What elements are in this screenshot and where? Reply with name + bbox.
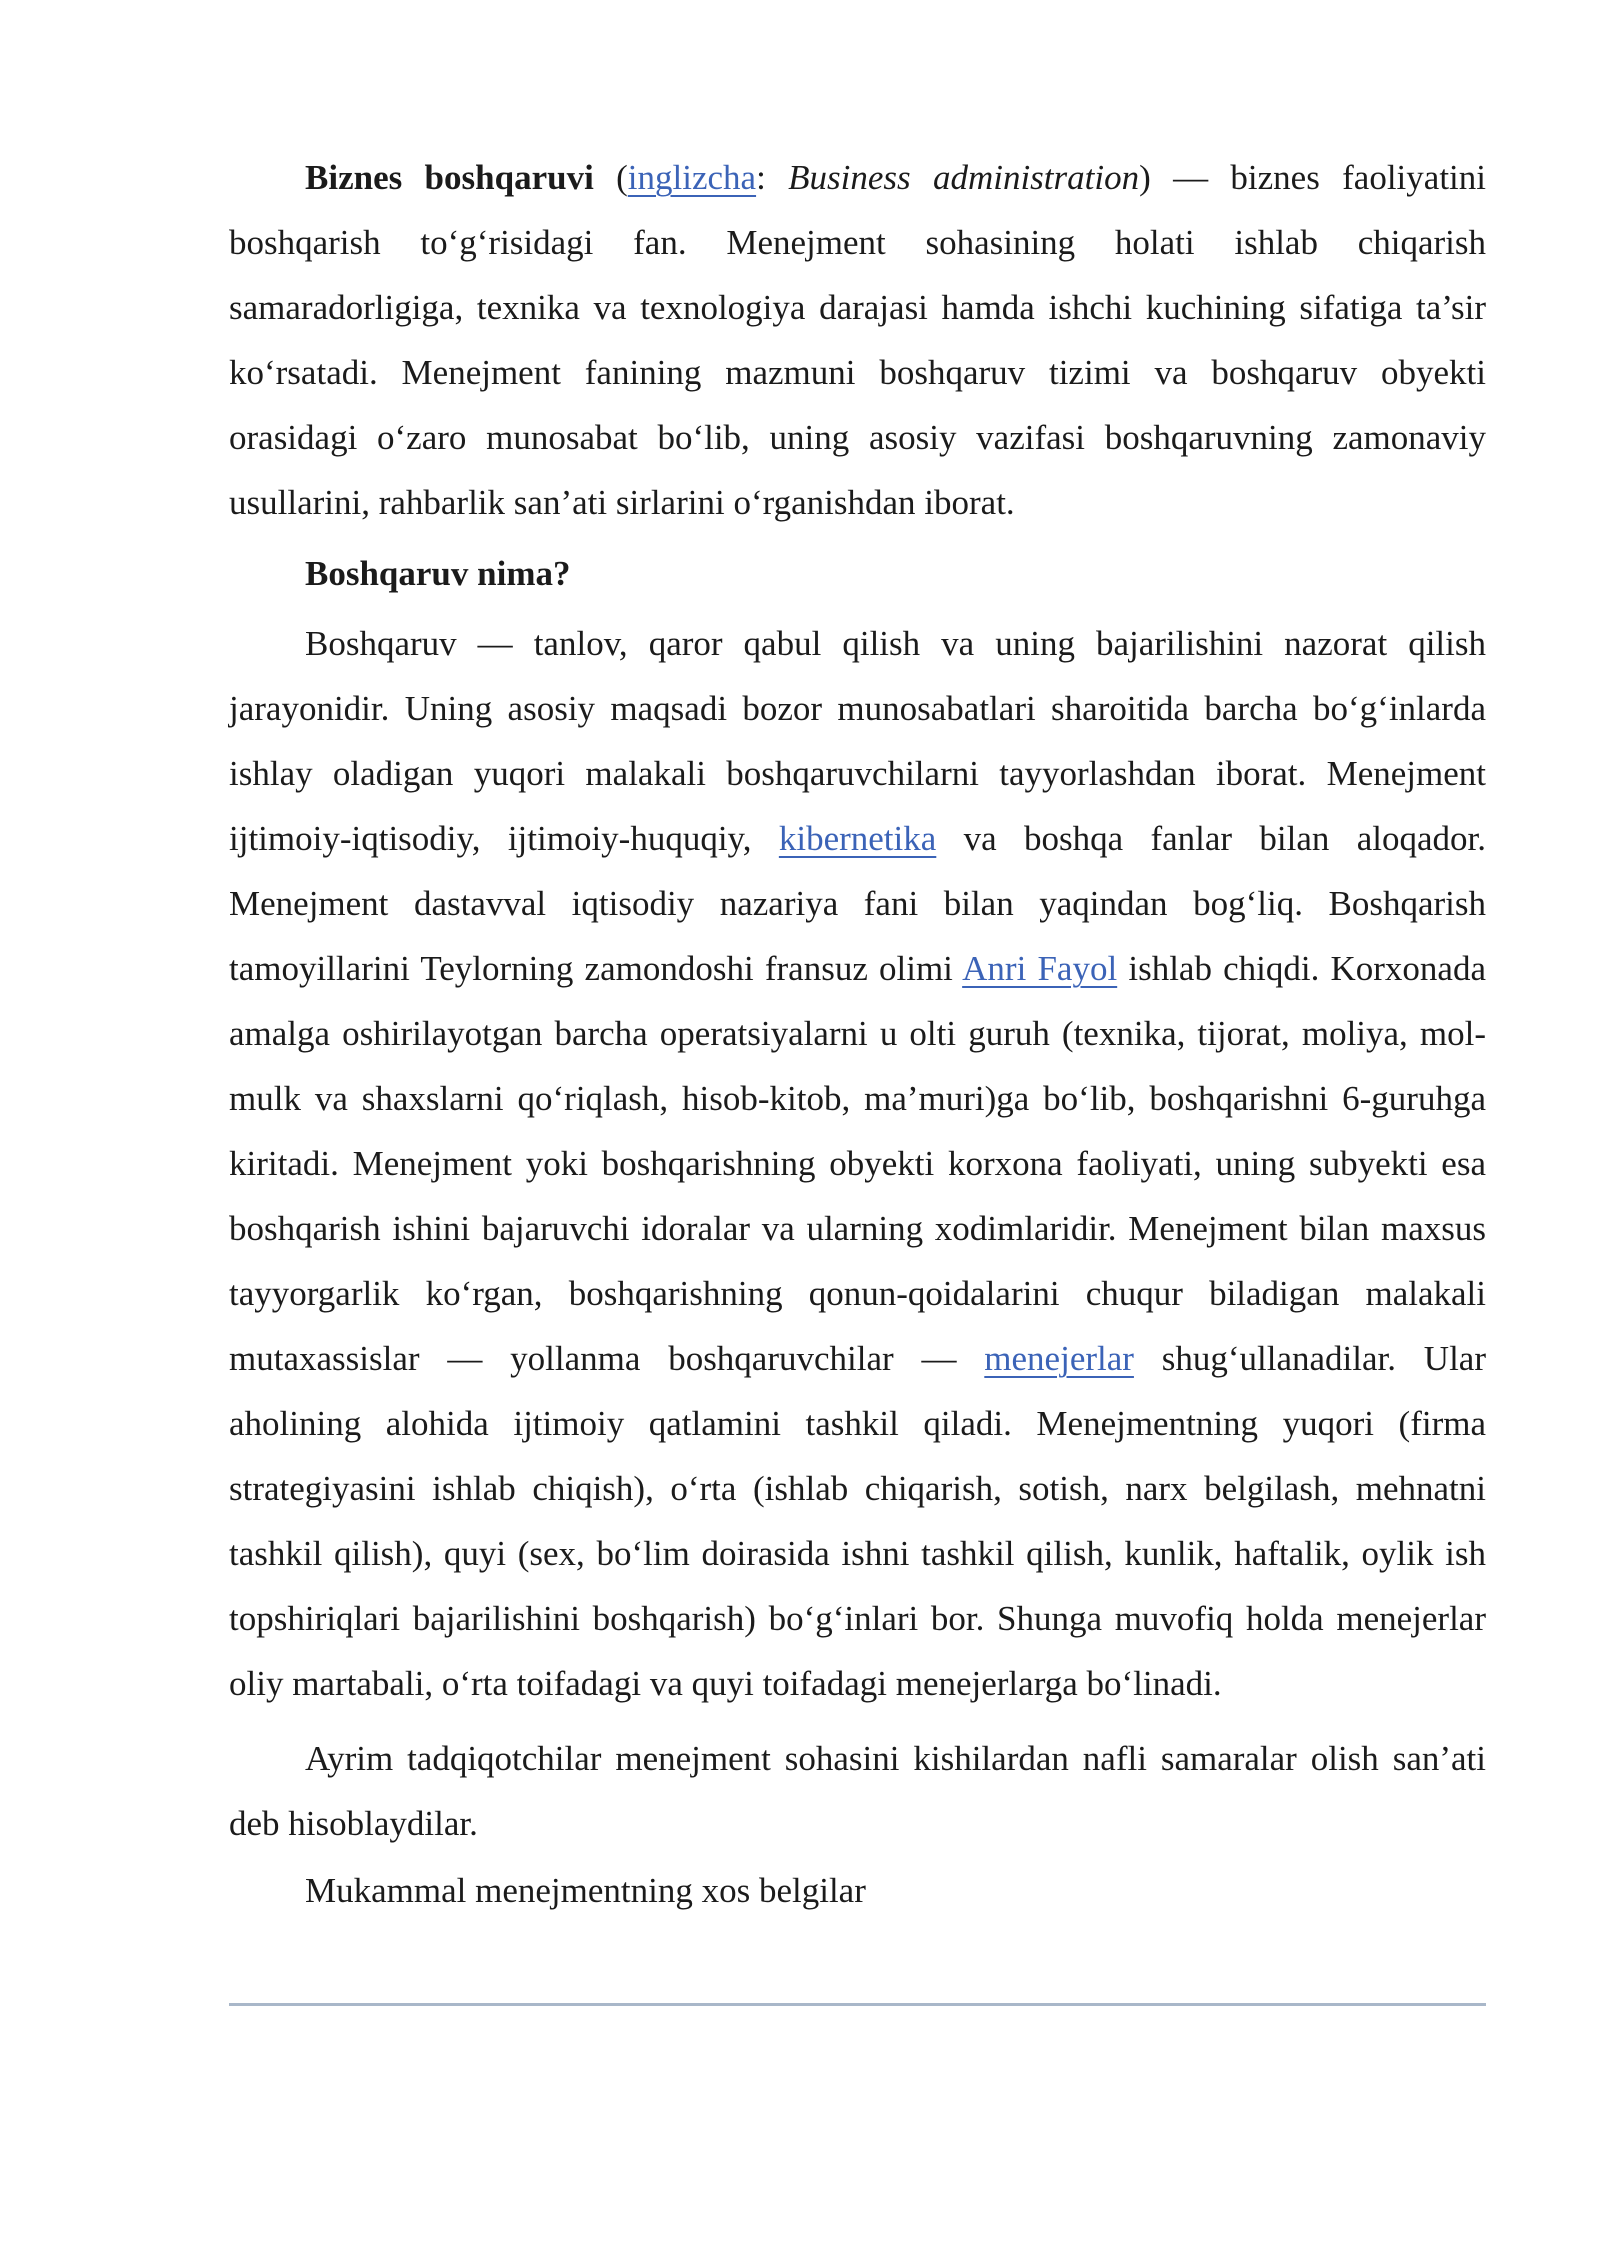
intro-text: ) — biznes faoliyatini boshqarish to‘g‘risidagi fan. Menejment sohasining holati ishlab chiqarish samaradorligiga, texnika va texnologiya darajasi hamda ishchi kuchining sifatiga ta’sir ko‘rsatadi. Menejment fanining mazmuni boshqaruv tizimi va boshqaruv obyekti orasidagi o‘zaro munosabat bo‘lib, uning asosiy vazifasi boshqaruvning zamonaviy usullarini, rahbarlik san’ati sirlarini o‘rganishdan iborat. [229,158,1486,522]
language-link[interactable]: inglizcha [627,158,757,197]
section-divider [229,2003,1486,2006]
section-heading-mukammal: Mukammal menejmentning xos belgilar [305,1871,866,1910]
researchers-paragraph: Ayrim tadqiqotchilar menejment sohasini kishilardan nafli samaralar olish san’ati deb hisoblaydilar. [229,1739,1486,1843]
term-bold: Biznes boshqaruvi [305,158,594,197]
colon: : [756,158,789,197]
open-paren: ( [593,158,628,197]
intro-paragraph [229,145,1486,535]
paragraph-text-part1: Boshqaruv — tanlov, qaror qabul qilish va uning bajarilishini nazorat qilish jarayonidir. Uning asosiy maqsadi bozor munosabatlari sharoitida barcha bo‘g‘inlarda ishlay oladigan yuqori malakali boshqaruvchilarni tayyorlashdan iborat. Menejment ijtimoiy-iqtisodiy, ijtimoiy-huquqiy, [229,624,1486,858]
menejerlar-link[interactable]: menejerlar [984,1339,1134,1378]
document-body [229,145,1486,1922]
section-heading-boshqaruv: Boshqaruv nima? [305,554,571,593]
kibernetika-link[interactable]: kibernetika [778,819,937,858]
paragraph-text-part4: shug‘ullanadilar. Ular aholining alohida ijtimoiy qatlamini tashkil qiladi. Menejmentning yuqori (firma strategiyasini ishlab chiqish), o‘rta (ishlab chiqarish, sotish, narx belgilash, mehnatni tashkil qilish), quyi (sex, bo‘lim doirasida ishni tashkil qilish, kunlik, haftalik, oylik ish topshiriqlari bajarilishini boshqarish) bo‘g‘inlari bor. Shunga muvofiq holda menejerlar oliy martabali, o‘rta toifadagi va quyi toifadagi menejerlarga bo‘linadi. [229,1339,1486,1703]
boshqaruv-paragraph [229,611,1486,1716]
english-term: Business administration [788,158,1140,197]
paragraph-text-part3: ishlab chiqdi. Korxonada amalga oshirilayotgan barcha operatsiyalarni u olti guruh (texnika, tijorat, moliya, mol-mulk va shaxslarni qo‘riqlash, hisob-kitob, ma’muri)ga bo‘lib, boshqarishni 6-guruhga kiritadi. Menejment yoki boshqarishning obyekti korxona faoliyati, uning subyekti esa boshqarish ishini bajaruvchi idoralar va ularning xodimlaridir. Menejment bilan maxsus tayyorgarlik ko‘rgan, boshqarishning qonun-qoidalarini chuqur biladigan malakali mutaxassislar — yollanma boshqaruvchilar — [229,949,1486,1378]
paragraph-text-part2: va boshqa fanlar bilan aloqador. Menejment dastavval iqtisodiy nazariya fani bilan yaqindan bog‘liq. Boshqarish tamoyillarini Teylorning zamondoshi fransuz olimi [229,819,1486,988]
anri-fayol-link[interactable]: Anri Fayol [962,949,1118,988]
